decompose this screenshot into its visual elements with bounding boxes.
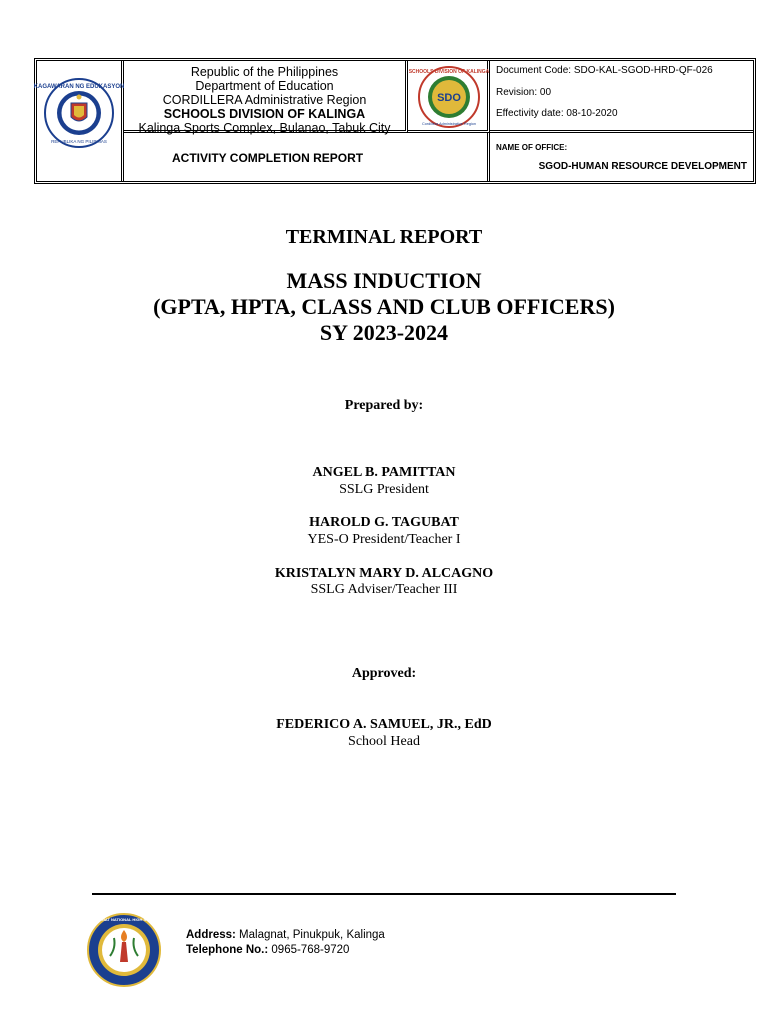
- footer-divider: [92, 893, 676, 895]
- document-header: [34, 58, 756, 184]
- report-title-line-2: (GPTA, HPTA, CLASS AND CLUB OFFICERS): [153, 294, 615, 319]
- school-seal-icon: [86, 912, 162, 988]
- division-seal-text: SCHOOLS DIVISION OF KALINGA: [408, 69, 490, 75]
- division-seal-bottom-text: Cordillera Administrative Region: [421, 122, 477, 126]
- form-title: ACTIVITY COMPLETION REPORT: [172, 151, 364, 165]
- preparer-name-1: ANGEL B. PAMITTAN: [312, 465, 456, 480]
- agency-block: [124, 61, 408, 133]
- agency-line-4: SCHOOLS DIVISION OF KALINGA: [163, 107, 366, 121]
- form-title-cell: [124, 133, 490, 181]
- preparer-role-2: YES-O President/Teacher I: [307, 532, 461, 547]
- school-seal-text: MALAGNAT NATIONAL HIGH SCHOOL: [87, 917, 161, 922]
- svg-text:SDO: SDO: [437, 92, 461, 104]
- approved-label: Approved:: [351, 666, 417, 681]
- report-heading: TERMINAL REPORT: [285, 226, 483, 248]
- address-line: [186, 929, 385, 941]
- prepared-by-label: Prepared by:: [344, 398, 424, 413]
- telephone-value: 0965-768-9720: [268, 944, 350, 956]
- division-seal-icon: [408, 65, 490, 129]
- document-info: [490, 61, 753, 133]
- address-value: Malagnat, Pinukpuk, Kalinga: [235, 929, 385, 941]
- report-title-line-1: MASS INDUCTION: [286, 268, 482, 293]
- preparer-name-2: HAROLD G. TAGUBAT: [309, 515, 459, 530]
- agency-line-1: Republic of the Philippines: [190, 65, 339, 79]
- approver-role: School Head: [348, 734, 420, 749]
- document-code: Document Code: SDO-KAL-SGOD-HRD-QF-026: [496, 65, 713, 76]
- report-title-line-3: SY 2023-2024: [319, 320, 449, 345]
- preparer-role-3: SSLG Adviser/Teacher III: [310, 582, 458, 597]
- agency-line-3: CORDILLERA Administrative Region: [162, 93, 367, 107]
- address-label: Address:: [186, 929, 236, 941]
- telephone-label: Telephone No.:: [186, 944, 269, 956]
- agency-line-2: Department of Education: [195, 79, 334, 93]
- office-value: SGOD-HUMAN RESOURCE DEVELOPMENT: [538, 161, 747, 172]
- deped-seal-text: KAGAWARAN NG EDUKASYON: [33, 84, 125, 90]
- office-label: NAME OF OFFICE:: [496, 143, 568, 152]
- telephone-line: [186, 944, 349, 956]
- deped-seal-icon: [33, 77, 125, 149]
- deped-seal-cell: [33, 61, 125, 181]
- approver-name: FEDERICO A. SAMUEL, JR., EdD: [276, 717, 492, 732]
- preparer-role-1: SSLG President: [339, 482, 429, 497]
- agency-line-5: Kalinga Sports Complex, Bulanao, Tabuk City: [138, 121, 391, 135]
- division-seal-cell: [408, 61, 490, 133]
- deped-seal-bottom-text: REPUBLIKA NG PILIPINAS: [51, 139, 107, 144]
- preparer-name-3: KRISTALYN MARY D. ALCAGNO: [274, 566, 494, 581]
- effectivity-date: Effectivity date: 08-10-2020: [496, 108, 618, 119]
- office-cell: [490, 133, 753, 181]
- revision: Revision: 00: [496, 87, 552, 98]
